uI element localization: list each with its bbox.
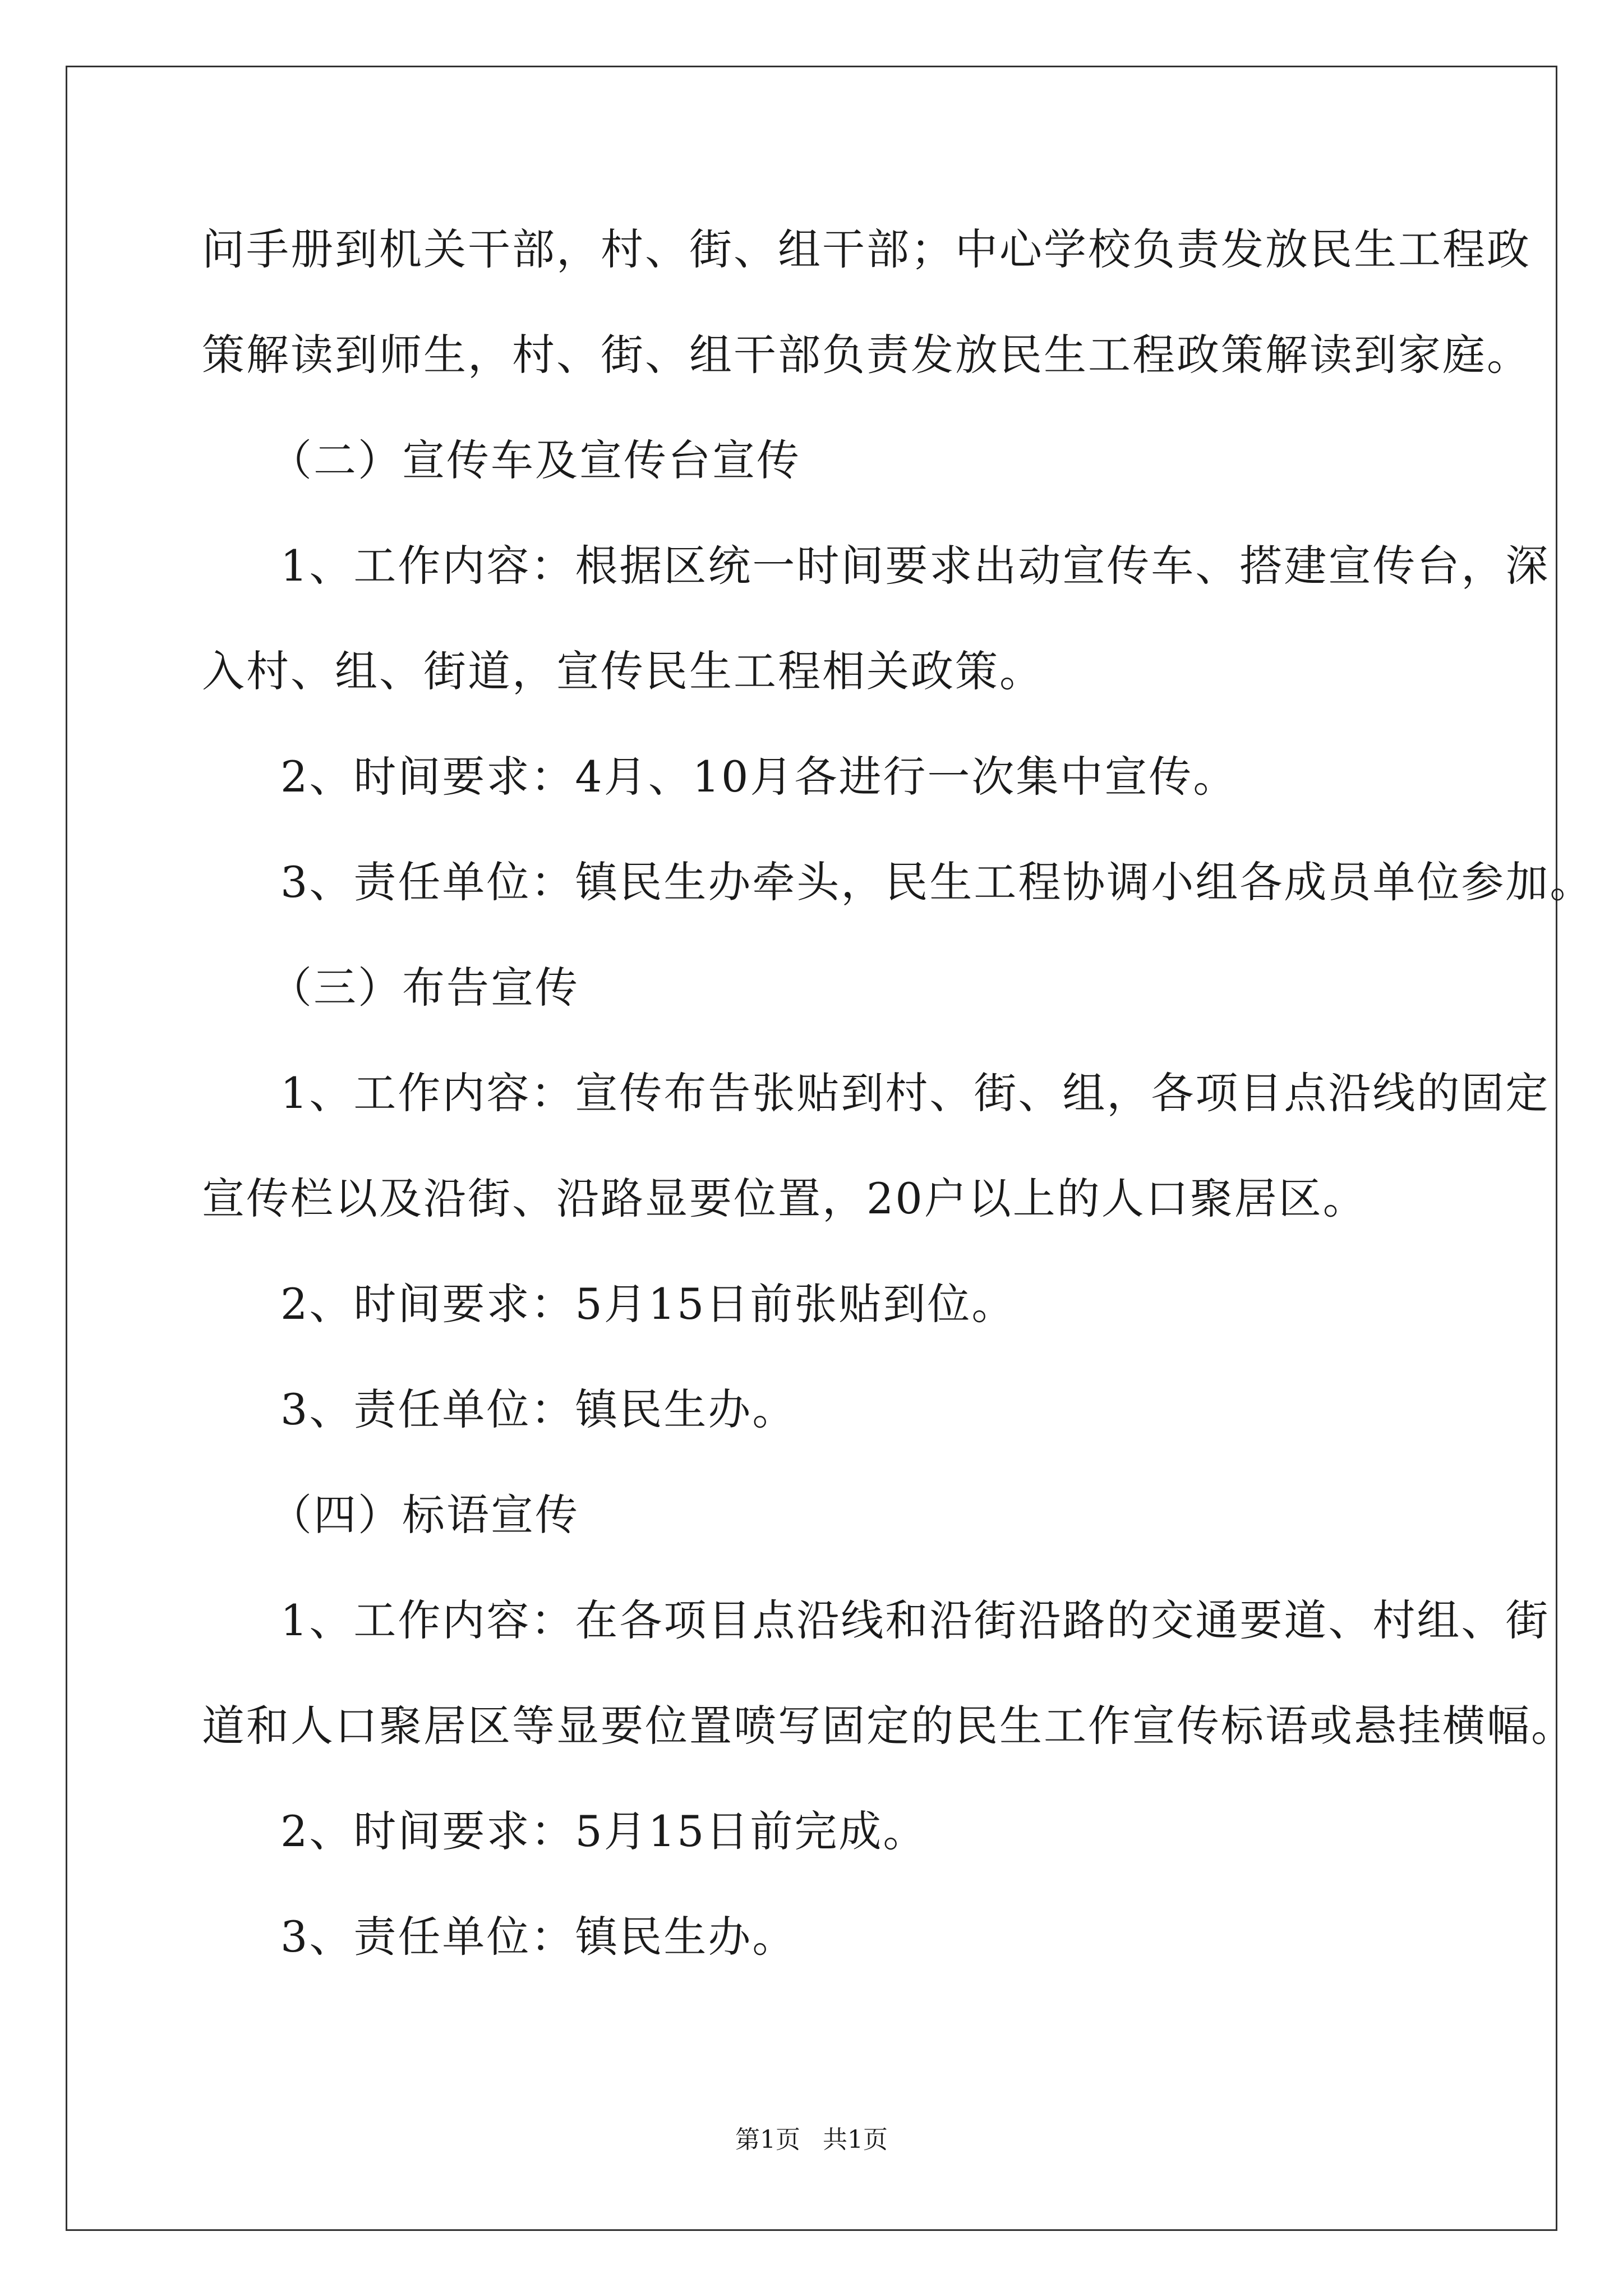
body-line: 入村、组、街道，宣传民生工程相关政策。 [202, 646, 1044, 696]
body-line: 3、责任单位：镇民生办牵头，民生工程协调小组各成员单位参加。 [280, 857, 1594, 907]
body-line: 策解读到师生，村、街、组干部负责发放民生工程政策解读到家庭。 [202, 330, 1531, 380]
section-heading: （四）标语宣传 [269, 1490, 579, 1540]
page-number: 第1页 [735, 2125, 800, 2154]
page-footer [0, 2123, 1623, 2157]
body-line: 宣传栏以及沿街、沿路显要位置，20户以上的人口聚居区。 [202, 1174, 1367, 1223]
body-line: 问手册到机关干部，村、街、组干部；中心学校负责发放民生工程政 [202, 224, 1531, 274]
body-line: 2、时间要求：5月15日前张贴到位。 [280, 1279, 1016, 1329]
body-line: 3、责任单位：镇民生办。 [280, 1912, 797, 1962]
body-line: 3、责任单位：镇民生办。 [280, 1384, 797, 1434]
body-line: 2、时间要求：4月、10月各进行一次集中宣传。 [280, 752, 1238, 802]
body-line: 道和人口聚居区等显要位置喷写固定的民生工作宣传标语或悬挂横幅。 [202, 1701, 1575, 1751]
page-border [66, 66, 1557, 2231]
page-total: 共1页 [823, 2125, 888, 2154]
body-line: 1、工作内容：在各项目点沿线和沿街沿路的交通要道、村组、街 [280, 1595, 1550, 1645]
body-line: 2、时间要求：5月15日前完成。 [280, 1806, 928, 1856]
body-line: 1、工作内容：宣传布告张贴到村、街、组，各项目点沿线的固定 [280, 1068, 1550, 1118]
body-line: 1、工作内容：根据区统一时间要求出动宣传车、搭建宣传台，深 [280, 541, 1550, 591]
section-heading: （三）布告宣传 [269, 963, 579, 1013]
section-heading: （二）宣传车及宣传台宣传 [269, 435, 801, 485]
